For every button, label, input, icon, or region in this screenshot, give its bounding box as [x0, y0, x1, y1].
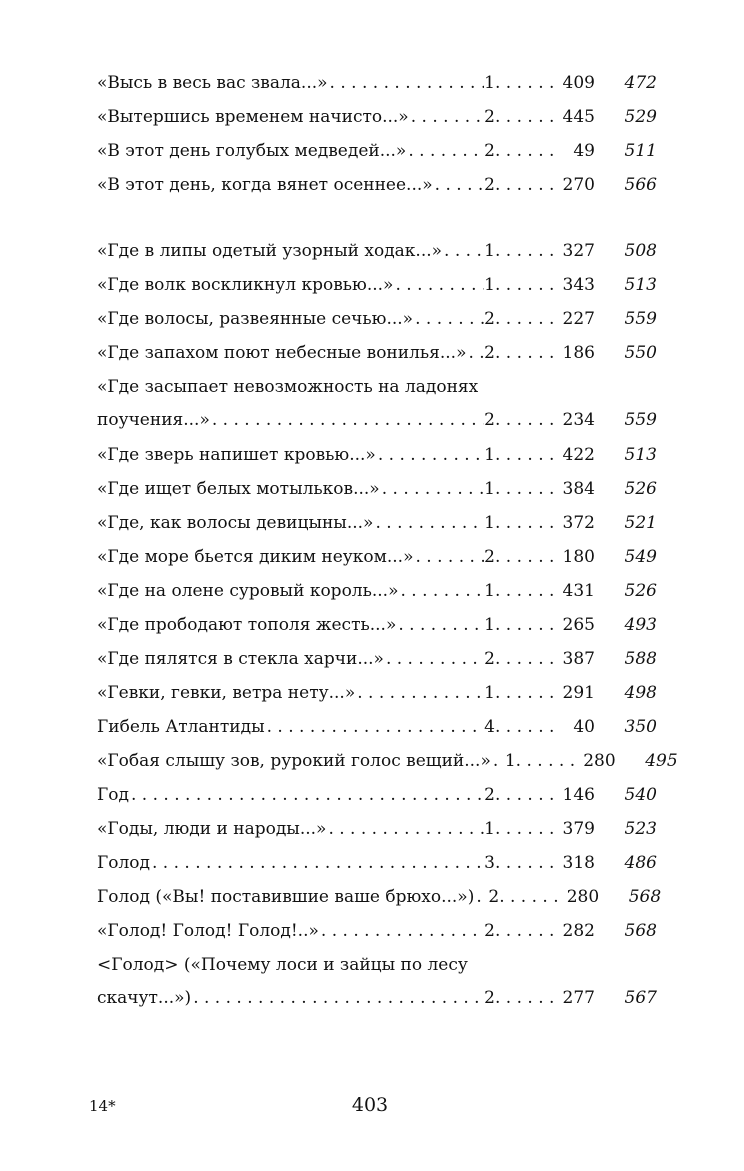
page-reference: 409	[562, 73, 595, 93]
entry-title: «Голод! Голод! Голод!..»	[97, 921, 319, 941]
page-reference: 422	[562, 445, 595, 465]
index-entry	[97, 274, 657, 308]
volume-number: 1	[484, 241, 495, 261]
entry-title: «Высь в весь вас звала...»	[97, 73, 328, 93]
entry-line	[97, 852, 657, 874]
dot-leader-short	[495, 174, 557, 196]
volume-number: 2	[484, 343, 495, 363]
entry-line	[97, 784, 657, 806]
entry-title: «Гевки, гевки, ветра нету...»	[97, 683, 356, 703]
commentary-page: 495	[645, 751, 678, 771]
dot-leader	[406, 140, 484, 162]
entry-line	[97, 174, 657, 196]
volume-number: 1	[484, 683, 495, 703]
page-reference: 227	[562, 309, 595, 329]
entry-title: «Вытершись временем начисто...»	[97, 107, 409, 127]
volume-number: 1	[504, 751, 516, 771]
volume-number: 2	[484, 175, 495, 195]
volume-number: 2	[484, 410, 495, 430]
index-entry	[97, 886, 662, 920]
index-entry	[97, 512, 657, 546]
index-entry	[97, 818, 657, 852]
commentary-page: 511	[624, 141, 657, 161]
dot-leader	[373, 512, 484, 534]
index-list	[97, 72, 678, 1022]
page-reference: 384	[562, 479, 595, 499]
entry-line	[97, 409, 657, 431]
dot-leader	[191, 987, 484, 1009]
entry-title: «Где прободают тополя жесть...»	[97, 615, 397, 635]
page-reference: 49	[573, 141, 595, 161]
dot-leader-short	[495, 546, 557, 568]
dot-leader-short	[495, 614, 557, 636]
entry-line	[97, 512, 657, 534]
dot-leader	[210, 409, 484, 431]
entry-line	[97, 478, 657, 500]
entry-line	[97, 140, 657, 162]
entry-title: «Где запахом поют небесные вонилья...»	[97, 343, 467, 363]
volume-number: 1	[484, 445, 495, 465]
dot-leader-short	[499, 886, 561, 908]
commentary-page: 568	[628, 887, 662, 907]
index-entry	[97, 140, 657, 174]
dot-leader-short	[495, 240, 557, 262]
page-reference: 234	[562, 410, 595, 430]
commentary-page: 350	[624, 717, 657, 737]
dot-leader-short	[516, 750, 578, 772]
dot-leader-short	[495, 818, 557, 840]
dot-leader-short	[495, 106, 557, 128]
entry-title: «Где на олене суровый король...»	[97, 581, 399, 601]
commentary-page: 508	[624, 241, 657, 261]
page-reference: 445	[562, 107, 595, 127]
entry-line	[97, 308, 657, 330]
index-entry	[97, 580, 657, 614]
dot-leader-short	[495, 648, 557, 670]
index-entry	[97, 954, 657, 1022]
page-reference: 277	[562, 988, 595, 1008]
dot-leader-short	[495, 72, 557, 94]
dot-leader	[384, 648, 484, 670]
page-reference: 318	[562, 853, 595, 873]
commentary-page: 559	[624, 309, 657, 329]
page-reference: 431	[562, 581, 595, 601]
index-entry	[97, 174, 657, 208]
entry-line	[97, 274, 657, 296]
entry-title: «Годы, люди и народы...»	[97, 819, 327, 839]
index-entry	[97, 444, 657, 478]
volume-number: 2	[484, 107, 495, 127]
dot-leader	[328, 72, 485, 94]
entry-title-continued: поучения...»	[97, 410, 210, 430]
entry-title: «Где, как волосы девицыны...»	[97, 513, 374, 533]
index-entry	[97, 784, 657, 818]
dot-leader	[398, 580, 484, 602]
volume-number: 1	[484, 73, 495, 93]
dot-leader	[150, 852, 484, 874]
dot-leader-short	[495, 987, 557, 1009]
index-entry	[97, 342, 657, 376]
index-entry	[97, 546, 657, 580]
page-reference: 280	[583, 751, 616, 771]
dot-leader-short	[495, 342, 557, 364]
commentary-page: 493	[624, 615, 657, 635]
entry-line	[97, 106, 657, 128]
volume-number: 1	[484, 615, 495, 635]
page-reference: 387	[562, 649, 595, 669]
page-reference: 343	[562, 275, 595, 295]
commentary-page: 526	[624, 479, 657, 499]
dot-leader	[442, 240, 484, 262]
volume-number: 1	[484, 819, 495, 839]
entry-line-first	[97, 954, 657, 976]
dot-leader-short	[495, 140, 557, 162]
entry-title: <Голод> («Почему лоси и зайцы по лесу	[97, 955, 468, 975]
dot-leader	[409, 106, 484, 128]
dot-leader	[396, 614, 484, 636]
page-reference: 372	[562, 513, 595, 533]
dot-leader	[355, 682, 484, 704]
index-entry	[97, 478, 657, 512]
commentary-page: 513	[624, 275, 657, 295]
index-entry	[97, 376, 657, 444]
page-reference: 40	[573, 717, 595, 737]
index-entry	[97, 308, 657, 342]
page-reference: 379	[562, 819, 595, 839]
dot-leader	[380, 478, 484, 500]
dot-leader-short	[495, 478, 557, 500]
volume-number: 3	[484, 853, 495, 873]
commentary-page: 513	[624, 445, 657, 465]
commentary-page: 526	[624, 581, 657, 601]
dot-leader-short	[495, 409, 557, 431]
index-entry	[97, 682, 657, 716]
commentary-page: 567	[624, 988, 657, 1008]
entry-line	[97, 682, 657, 704]
page-reference: 146	[562, 785, 595, 805]
commentary-page: 529	[624, 107, 657, 127]
dot-leader-short	[495, 716, 557, 738]
entry-title: «Где в липы одетый узорный ходак...»	[97, 241, 443, 261]
index-entry	[97, 716, 657, 750]
commentary-page: 549	[624, 547, 657, 567]
commentary-page: 540	[624, 785, 657, 805]
entry-line	[97, 648, 657, 670]
commentary-page: 588	[624, 649, 657, 669]
volume-number: 1	[484, 275, 495, 295]
commentary-page: 566	[624, 175, 657, 195]
entry-title: Гибель Атлантиды	[97, 717, 265, 737]
entry-line	[97, 987, 657, 1009]
index-entry	[97, 648, 657, 682]
printer-signature-mark: 14*	[89, 1097, 116, 1115]
entry-title: «Где море бьется диким неуком...»	[97, 547, 414, 567]
entry-line	[97, 580, 657, 602]
entry-line	[97, 750, 678, 772]
index-entry	[97, 614, 657, 648]
dot-leader-short	[495, 512, 557, 534]
dot-leader-short	[495, 784, 557, 806]
entry-line	[97, 342, 657, 364]
index-entry	[97, 72, 657, 106]
commentary-page: 550	[624, 343, 657, 363]
entry-line	[97, 546, 657, 568]
commentary-page: 559	[624, 410, 657, 430]
entry-line-first	[97, 376, 657, 398]
entry-title: «Где пялятся в стекла харчи...»	[97, 649, 384, 669]
dot-leader-short	[495, 682, 557, 704]
dot-leader-short	[495, 580, 557, 602]
index-group	[97, 72, 657, 208]
dot-leader	[466, 342, 484, 364]
dot-leader	[326, 818, 484, 840]
entry-title: Голод («Вы! поставившие ваше брюхо...»)	[97, 887, 475, 907]
dot-leader	[491, 750, 505, 772]
commentary-page: 472	[624, 73, 657, 93]
entry-line	[97, 818, 657, 840]
dot-leader-short	[495, 444, 557, 466]
index-group	[97, 240, 678, 1022]
dot-leader	[265, 716, 485, 738]
volume-number: 1	[484, 581, 495, 601]
entry-title: «Гобая слышу зов, рурокий голос вещий...»	[97, 751, 491, 771]
dot-leader	[413, 546, 484, 568]
volume-number: 2	[484, 785, 495, 805]
commentary-page: 521	[624, 513, 657, 533]
volume-number: 4	[484, 717, 495, 737]
entry-line	[97, 614, 657, 636]
volume-number: 2	[484, 547, 495, 567]
commentary-page: 498	[624, 683, 657, 703]
commentary-page: 568	[624, 921, 657, 941]
volume-number: 1	[484, 479, 495, 499]
entry-title: «Где волосы, развеянные сечью...»	[97, 309, 414, 329]
entry-title-continued: скачут...»)	[97, 988, 192, 1008]
page-reference: 280	[566, 887, 600, 907]
entry-line	[97, 716, 657, 738]
dot-leader	[393, 274, 484, 296]
entry-title: «Где зверь напишет кровью...»	[97, 445, 376, 465]
entry-title: Год	[97, 785, 129, 805]
entry-line	[97, 72, 657, 94]
commentary-page: 523	[624, 819, 657, 839]
volume-number: 2	[484, 649, 495, 669]
page-reference: 180	[562, 547, 595, 567]
volume-number: 2	[484, 921, 495, 941]
dot-leader-short	[495, 308, 557, 330]
entry-title: «В этот день голубых медведей...»	[97, 141, 407, 161]
dot-leader	[129, 784, 484, 806]
dot-leader	[433, 174, 485, 196]
volume-number: 1	[484, 513, 495, 533]
dot-leader	[319, 920, 484, 942]
entry-title: Голод	[97, 853, 150, 873]
page-reference: 291	[562, 683, 595, 703]
page-reference: 186	[562, 343, 595, 363]
page-reference: 265	[562, 615, 595, 635]
index-entry	[97, 750, 678, 784]
page-number: 403	[351, 1094, 389, 1116]
volume-number: 2	[484, 141, 495, 161]
index-entry	[97, 852, 657, 886]
volume-number: 2	[484, 988, 495, 1008]
entry-title: «Где засыпает невозможность на ладонях	[97, 377, 479, 397]
page-reference: 327	[562, 241, 595, 261]
entry-line	[97, 920, 657, 942]
volume-number: 2	[484, 309, 495, 329]
page-reference: 270	[562, 175, 595, 195]
index-entry	[97, 106, 657, 140]
commentary-page: 486	[624, 853, 657, 873]
index-entry	[97, 240, 657, 274]
entry-title: «Где волк воскликнул кровью...»	[97, 275, 394, 295]
page-reference: 282	[562, 921, 595, 941]
dot-leader	[413, 308, 484, 330]
entry-title: «В этот день, когда вянет осеннее...»	[97, 175, 433, 195]
entry-line	[97, 886, 662, 908]
dot-leader	[474, 886, 488, 908]
index-entry	[97, 920, 657, 954]
volume-number: 2	[488, 887, 500, 907]
entry-line	[97, 444, 657, 466]
entry-line	[97, 240, 657, 262]
dot-leader	[376, 444, 484, 466]
dot-leader-short	[495, 920, 557, 942]
entry-title: «Где ищет белых мотыльков...»	[97, 479, 380, 499]
dot-leader-short	[495, 274, 557, 296]
dot-leader-short	[495, 852, 557, 874]
